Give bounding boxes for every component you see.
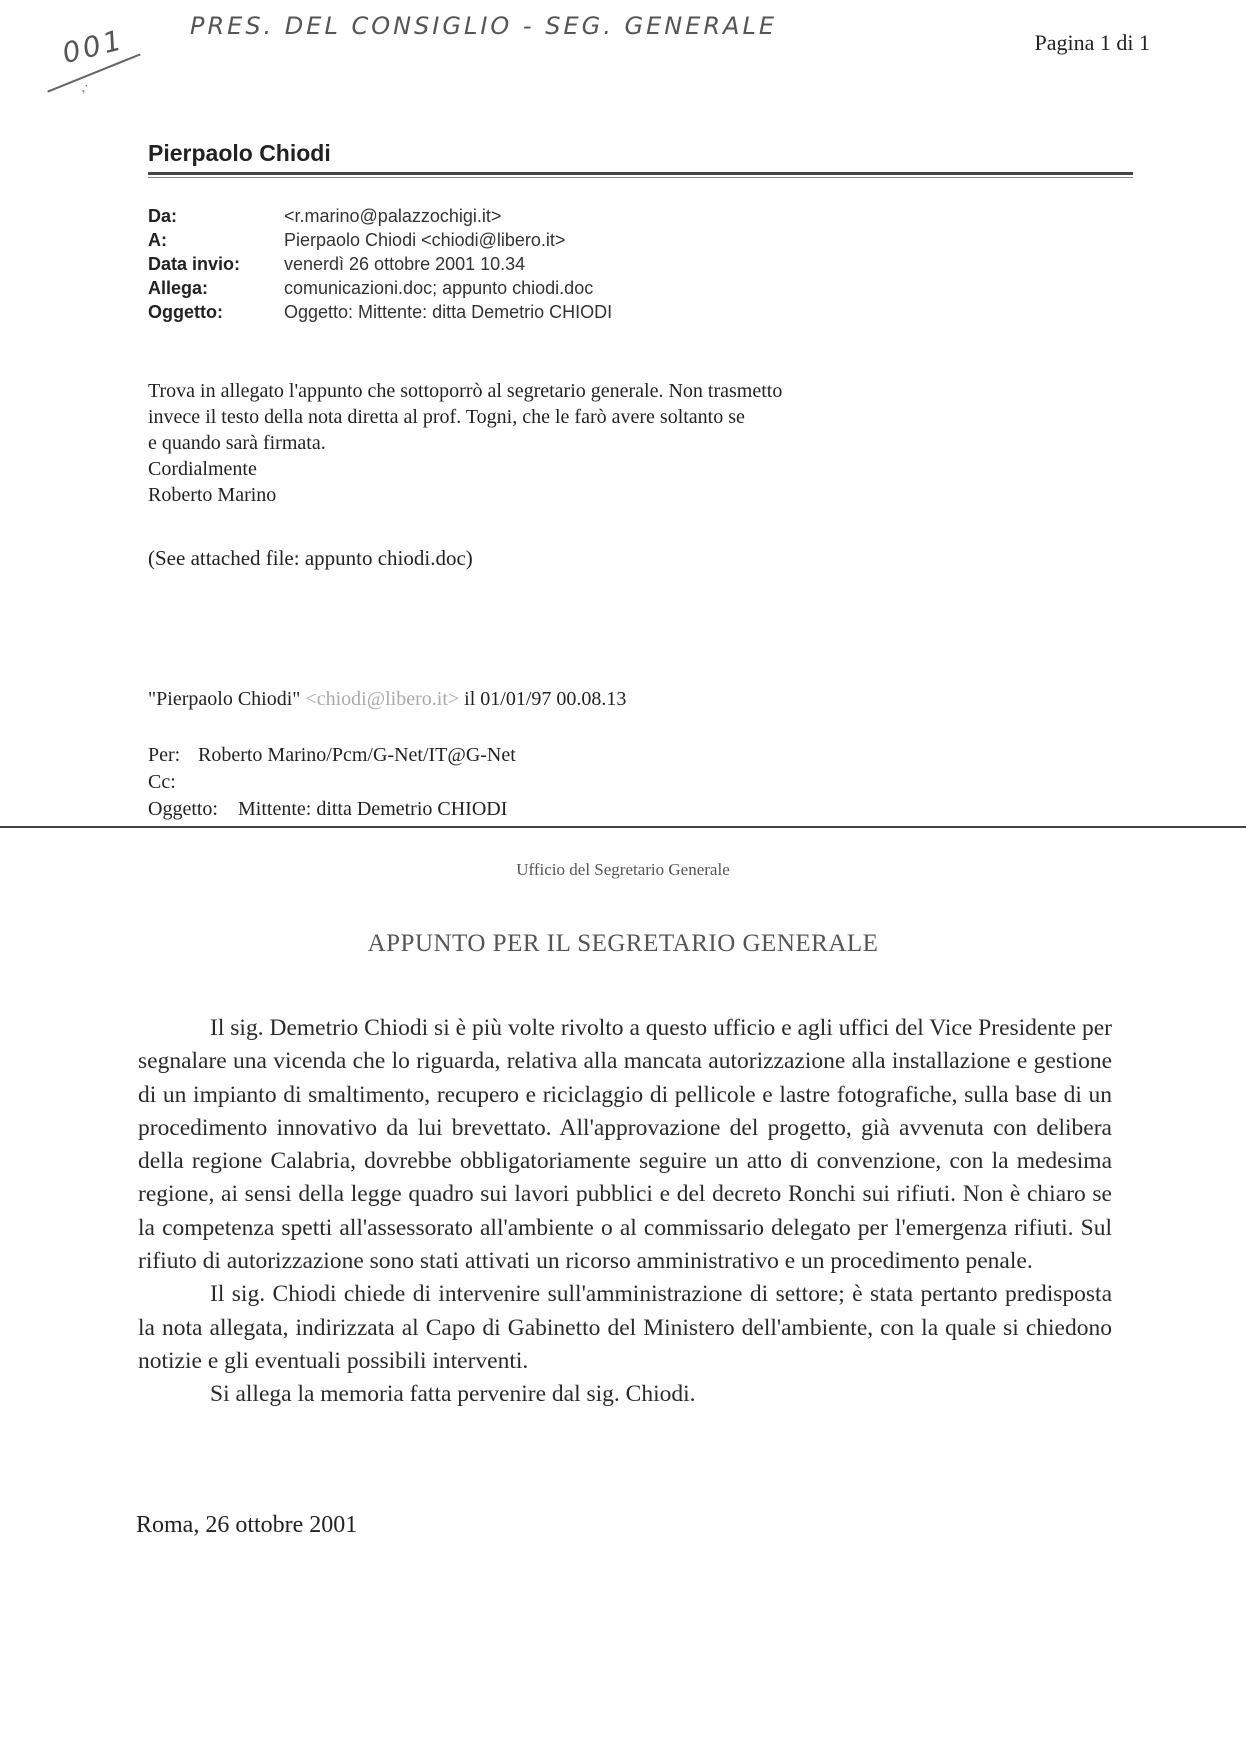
memo-title: APPUNTO PER IL SEGRETARIO GENERALE [367, 930, 879, 957]
from-label: Da: [148, 206, 178, 226]
handwritten-mark: ‚· [77, 78, 92, 97]
sent-label: Data invio: [148, 254, 241, 274]
meta-row-subject [148, 302, 612, 326]
quoted-to-value: Roberto Marino/Pcm/G-Net/IT@G-Net [198, 744, 516, 766]
place-date: Roma, 26 ottobre 2001 [136, 1512, 358, 1538]
meta-row-from [148, 206, 612, 230]
memo-body [138, 1012, 1112, 1412]
meta-row-sent [148, 254, 612, 278]
sender-name: Pierpaolo Chiodi [148, 140, 331, 166]
subject-value: Oggetto: Mittente: ditta Demetrio CHIODI [284, 302, 613, 322]
body-line: Cordialmente [148, 458, 257, 480]
attachment-note: (See attached file: appunto chiodi.doc) [148, 546, 473, 570]
to-value: Pierpaolo Chiodi <chiodi@libero.it> [284, 230, 566, 250]
meta-row-attachments [148, 278, 612, 302]
attachments-value: comunicazioni.doc; appunto chiodi.doc [284, 278, 594, 298]
body-line: Roberto Marino [148, 484, 277, 506]
quoted-fields [148, 742, 516, 823]
header-rule [148, 172, 1133, 175]
quoted-subject-label: Oggetto: [148, 798, 218, 820]
quoted-sender-line [148, 688, 626, 711]
handwritten-header: PRES. DEL CONSIGLIO - SEG. GENERALE [190, 12, 777, 40]
from-value: <r.marino@palazzochigi.it> [284, 206, 502, 226]
body-line: invece il testo della nota diretta al prof. Togni, che le farò avere soltanto se [148, 406, 745, 428]
memo-paragraph: Il sig. Chiodi chiede di intervenire sull'amministrazione di settore; è stata pertanto predisposta la nota allegata, indirizzata al Capo di Gabinetto del Ministero dell'ambiente, con la quale si chiedono notizie e gli eventuali possibili interventi. [138, 1281, 1112, 1374]
document-number: 001 [58, 22, 128, 71]
office-heading: Ufficio del Segretario Generale [516, 860, 730, 879]
body-line: Trova in allegato l'appunto che sottoporrò al segretario generale. Non trasmetto [148, 380, 783, 402]
quoted-subject-value: Mittente: ditta Demetrio CHIODI [238, 798, 508, 820]
quoted-row-to [148, 742, 516, 769]
sent-value: venerdì 26 ottobre 2001 10.34 [284, 254, 526, 274]
quoted-row-subject [148, 796, 516, 823]
memo-paragraph: Si allega la memoria fatta pervenire dal sig. Chiodi. [210, 1381, 696, 1408]
email-metadata [148, 206, 612, 326]
quoted-sender-email: <chiodi@libero.it> [305, 688, 460, 710]
to-label: A: [148, 230, 167, 250]
quoted-row-cc [148, 769, 516, 796]
header-rule-thin [148, 177, 1133, 178]
quoted-cc-label: Cc: [148, 771, 176, 793]
quoted-to-label: Per: [148, 744, 181, 766]
attachments-label: Allega: [148, 278, 209, 298]
quoted-sender-name: "Pierpaolo Chiodi" [148, 688, 301, 710]
email-body [148, 378, 782, 508]
quoted-sent-at: il 01/01/97 00.08.13 [464, 688, 627, 710]
body-line: e quando sarà firmata. [148, 432, 326, 454]
page-count: Pagina 1 di 1 [1034, 30, 1150, 55]
memo-paragraph: Il sig. Demetrio Chiodi si è più volte rivolto a questo ufficio e agli uffici del Vice Presidente per segnalare una vicenda che lo riguarda, relativa alla mancata autorizzazione alla installazione e gestione di un impianto di smaltimento, recupero e riciclaggio di pellicole e lastre fotografiche, sulla base di un procedimento innovativo da lui brevettato. All'approvazione del progetto, già avvenuta con delibera della regione Calabria, dovrebbe obbligatoriamente seguire un atto di convenzione, con la medesima regione, ai sensi della legge quadro sui lavori pubblici e del decreto Ronchi sui rifiuti. Non è chiaro se la competenza spetti all'assessorato all'ambiente o al commissario delegato per l'emergenza rifiuti. Sul rifiuto di autorizzazione sono stati attivati un ricorso amministrativo e un procedimento penale. [138, 1015, 1112, 1275]
subject-label: Oggetto: [148, 302, 223, 322]
meta-row-to [148, 230, 612, 254]
page-divider [0, 826, 1246, 828]
